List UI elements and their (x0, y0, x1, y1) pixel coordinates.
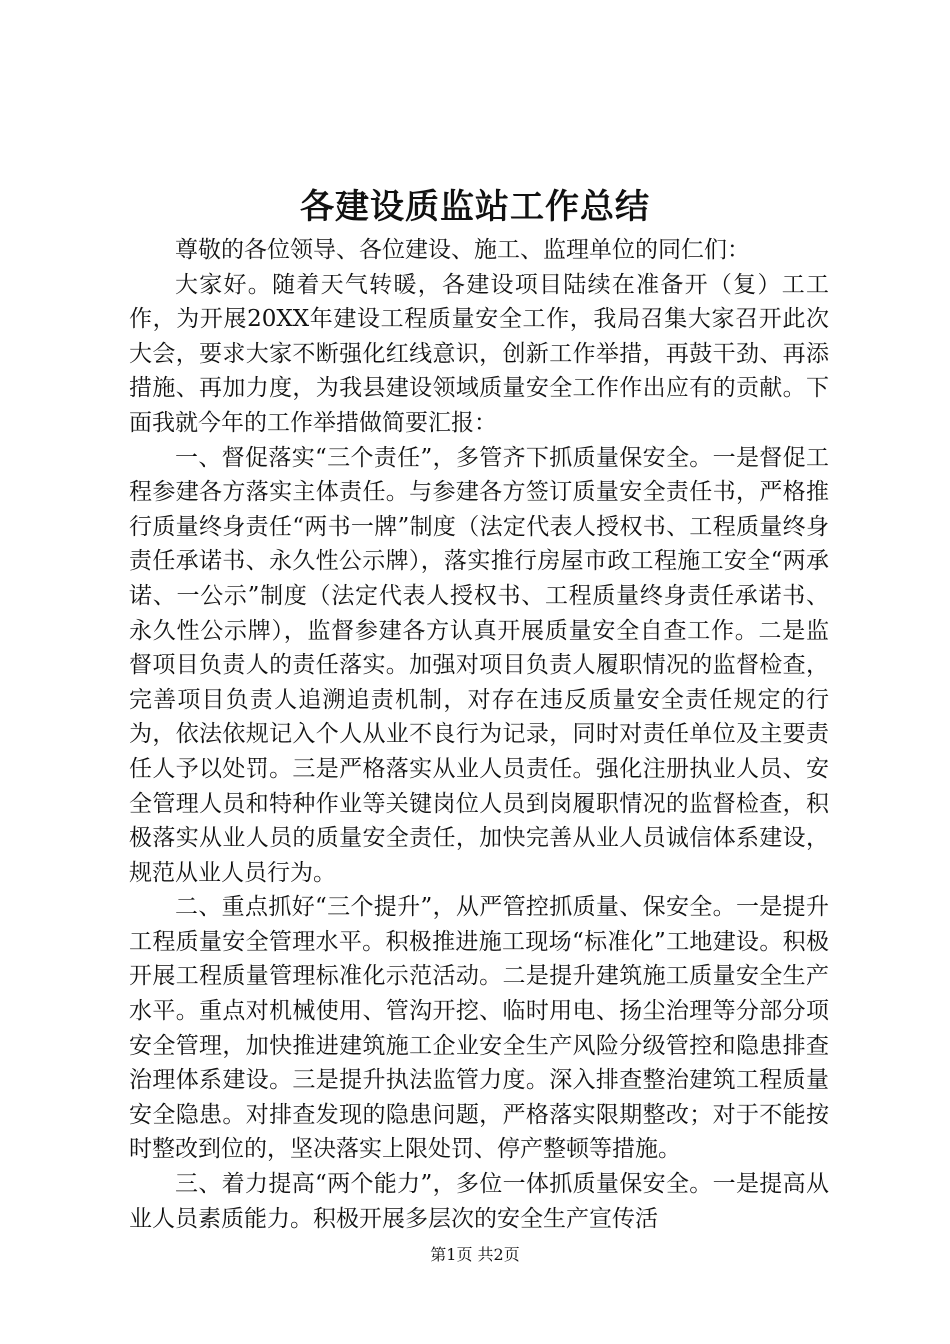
document-title: 各建设质监站工作总结 (300, 187, 650, 227)
paragraph-section-1: 一、督促落实“三个责任”，多管齐下抓质量保安全。一是督促工程参建各方落实主体责任。与参建各方签订质量安全责任书，严格推行质量终身责任“两书一牌”制度（法定代表人授权书、工程质量终身责任承诺书、永久性公示牌），落实推行房屋市政工程施工安全“两承诺、一公示”制度（法定代表人授权书、工程质量终身责任承诺书、永久性公示牌），监督参建各方认真开展质量安全自查工作。二是监督项目负责人的责任落实。加强对项目负责人履职情况的监督检查，完善项目负责人追溯追责机制，对存在违反质量安全责任规定的行为，依法依规记入个人从业不良行为记录，同时对责任单位及主要责任人予以处罚。三是严格落实从业人员责任。强化注册执业人员、安全管理人员和特种作业等关键岗位人员到岗履职情况的监督检查，积极落实从业人员的质量安全责任，加快完善从业人员诚信体系建设，规范从业人员行为。 (129, 444, 829, 886)
document-body (129, 233, 829, 1236)
paragraph-salutation: 尊敬的各位领导、各位建设、施工、监理单位的同仁们： (175, 237, 750, 263)
paragraph-section-3: 三、着力提高“两个能力”，多位一体抓质量保安全。一是提高从业人员素质能力。积极开展多层次的安全生产宣传活 (129, 1171, 829, 1232)
paragraph-intro: 大家好。随着天气转暖，各建设项目陆续在准备开（复）工工作，为开展20XX年建设工程质量安全工作，我局召集大家召开此次大会，要求大家不断强化红线意识，创新工作举措，再鼓干劲、再添措施、再加力度，为我县建设领域质量安全工作作出应有的贡献。下面我就今年的工作举措做简要汇报： (129, 271, 829, 436)
page-number-footer: 第1页 共2页 (430, 1245, 520, 1264)
paragraph-section-2: 二、重点抓好“三个提升”，从严管控抓质量、保安全。一是提升工程质量安全管理水平。积极推进施工现场“标准化”工地建设。积极开展工程质量管理标准化示范活动。二是提升建筑施工质量安全生产水平。重点对机械使用、管沟开挖、临时用电、扬尘治理等分部分项安全管理，加快推进建筑施工企业安全生产风险分级管控和隐患排查治理体系建设。三是提升执法监管力度。深入排查整治建筑工程质量安全隐患。对排查发现的隐患问题，严格落实限期整改；对于不能按时整改到位的，坚决落实上限处罚、停产整顿等措施。 (129, 894, 829, 1163)
